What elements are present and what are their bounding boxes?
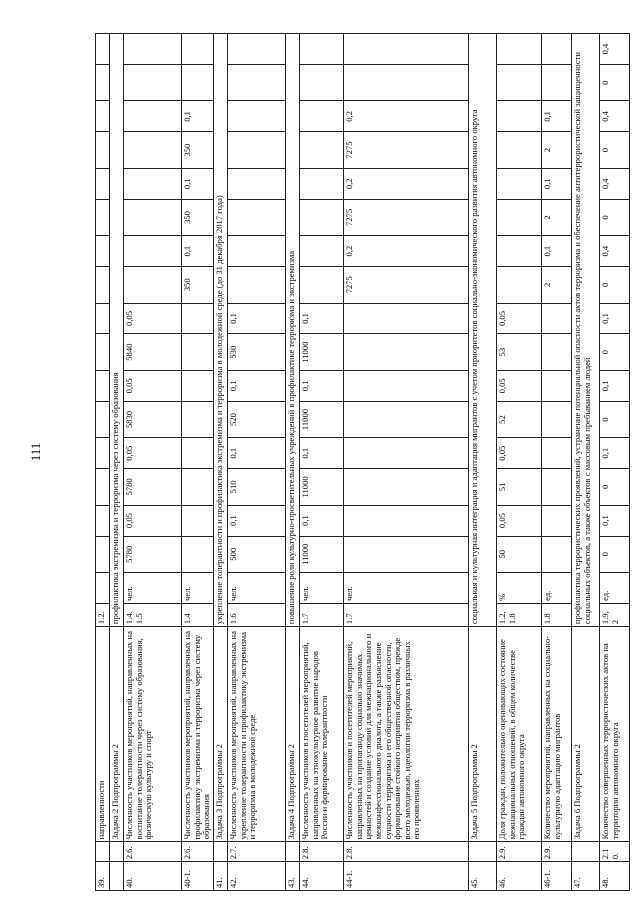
value-cell: 0,1 — [300, 303, 344, 334]
table-row — [344, 34, 469, 891]
value-cell — [124, 168, 182, 199]
code-cell: 1.2. — [96, 603, 110, 626]
value-cell: 0,1 — [542, 168, 572, 199]
value-cell — [542, 469, 572, 505]
value-cell — [182, 334, 214, 370]
value-cell — [182, 401, 214, 437]
table-row — [214, 34, 228, 891]
code-cell: 1.6 — [228, 603, 286, 626]
value-cell: 0 — [600, 65, 630, 101]
code-cell: 1.4 — [182, 603, 214, 626]
value-cell: 0,05 — [124, 505, 182, 536]
value-cell — [542, 334, 572, 370]
row-number-cell: 47. — [572, 862, 600, 891]
task-description-cell: укрепление толерантности и профилактика экстремизма и терроризма в молодежной среде (до 31 декабря 2017 года) — [214, 34, 228, 627]
unit-cell: ед. — [600, 572, 630, 603]
table-row — [497, 34, 542, 891]
value-cell — [182, 65, 214, 101]
value-cell: 0,05 — [124, 370, 182, 401]
value-cell: 0,4 — [600, 236, 630, 267]
value-cell: 0,1 — [228, 370, 286, 401]
value-cell: 11000 — [300, 469, 344, 505]
value-cell: 0 — [600, 199, 630, 235]
event-number-cell: 2.8. — [344, 842, 469, 862]
event-number-cell: 2.7. — [228, 842, 286, 862]
value-cell — [124, 65, 182, 101]
value-cell: 350 — [182, 267, 214, 303]
value-cell: 0,1 — [300, 370, 344, 401]
value-cell: 0,4 — [600, 101, 630, 132]
event-number-cell: 2.9. — [542, 842, 572, 862]
value-cell — [344, 34, 469, 65]
value-cell: 53 — [497, 334, 542, 370]
value-cell: 2 — [542, 132, 572, 168]
table-row — [110, 34, 124, 891]
value-cell: 0,1 — [228, 303, 286, 334]
value-cell: 350 — [182, 132, 214, 168]
value-cell — [542, 65, 572, 101]
task-description-cell: повышение роли культурно-просветительных учреждений в профилактике терроризма и экстремизма — [286, 34, 300, 627]
value-cell — [497, 199, 542, 235]
task-description-cell: профилактика экстремизма и терроризма через систему образования — [110, 34, 124, 627]
value-cell — [542, 536, 572, 572]
value-cell — [542, 438, 572, 469]
value-cell: 0,05 — [124, 303, 182, 334]
value-cell — [182, 370, 214, 401]
value-cell: 0,1 — [300, 438, 344, 469]
value-cell: 0,1 — [600, 370, 630, 401]
value-cell — [96, 370, 110, 401]
task-description-cell: профилактика террористических проявлений, устранение потенциальной опасности актов терроризма и обеспечение антитеррористической защищенности социальных объектов, а также объектов с массовым пребыванием людей — [572, 34, 600, 627]
row-number-cell: 46-1. — [542, 862, 572, 891]
indicator-name-cell: Задача 6 Подпрограммы 2 — [572, 627, 600, 842]
indicator-name-cell: Доля граждан, положительно оценивающих состояние межнациональных отношений, в общем количестве граждан автономного округа — [497, 627, 542, 842]
value-cell — [228, 199, 286, 235]
value-cell — [542, 401, 572, 437]
code-cell: 1.8 — [542, 603, 572, 626]
event-number-cell — [214, 842, 228, 862]
value-cell — [542, 370, 572, 401]
value-cell: 0,1 — [300, 505, 344, 536]
indicator-name-cell: Задача 4 Подпрограммы 2 — [286, 627, 300, 842]
value-cell: 0 — [600, 536, 630, 572]
indicator-name-cell: Количество мероприятий, направленных на социально-культурную адаптацию мигрантов — [542, 627, 572, 842]
value-cell — [96, 65, 110, 101]
rotated-table-area — [95, 33, 620, 891]
value-cell — [96, 34, 110, 65]
value-cell — [96, 536, 110, 572]
value-cell — [96, 199, 110, 235]
value-cell — [96, 132, 110, 168]
value-cell: 520 — [228, 401, 286, 437]
value-cell — [344, 401, 469, 437]
value-cell: 50 — [497, 536, 542, 572]
value-cell — [124, 132, 182, 168]
value-cell — [182, 34, 214, 65]
value-cell: 0,2 — [344, 101, 469, 132]
value-cell — [497, 267, 542, 303]
unit-cell: чел. — [182, 572, 214, 603]
value-cell: 0 — [600, 334, 630, 370]
value-cell — [497, 65, 542, 101]
value-cell — [542, 505, 572, 536]
value-cell — [124, 236, 182, 267]
table-row — [469, 34, 497, 891]
value-cell: 11000 — [300, 334, 344, 370]
code-cell: 1.2, 1.8 — [497, 603, 542, 626]
value-cell — [228, 168, 286, 199]
unit-cell: ед. — [542, 572, 572, 603]
unit-cell — [96, 572, 110, 603]
rotated-table-container — [95, 33, 620, 891]
value-cell: 0,1 — [228, 505, 286, 536]
value-cell: 51 — [497, 469, 542, 505]
value-cell — [182, 303, 214, 334]
unit-cell: чел. — [344, 572, 469, 603]
value-cell: 500 — [228, 536, 286, 572]
table-row — [228, 34, 286, 891]
value-cell — [182, 438, 214, 469]
value-cell: 52 — [497, 401, 542, 437]
value-cell — [96, 101, 110, 132]
event-number-cell — [110, 842, 124, 862]
value-cell — [96, 438, 110, 469]
indicator-table — [95, 33, 630, 891]
event-number-cell: 2.6. — [124, 842, 182, 862]
value-cell: 7275 — [344, 267, 469, 303]
value-cell — [96, 267, 110, 303]
value-cell — [124, 34, 182, 65]
value-cell: 2 — [542, 267, 572, 303]
value-cell — [96, 505, 110, 536]
value-cell — [344, 536, 469, 572]
value-cell — [228, 132, 286, 168]
value-cell — [228, 101, 286, 132]
value-cell: 5780 — [124, 536, 182, 572]
value-cell — [344, 65, 469, 101]
value-cell — [124, 199, 182, 235]
value-cell: 350 — [182, 199, 214, 235]
value-cell: 0,05 — [497, 303, 542, 334]
value-cell — [228, 267, 286, 303]
value-cell — [300, 168, 344, 199]
event-number-cell — [286, 842, 300, 862]
event-number-cell — [469, 842, 497, 862]
value-cell: 0,1 — [182, 236, 214, 267]
value-cell — [344, 334, 469, 370]
value-cell: 0 — [600, 267, 630, 303]
table-row — [600, 34, 630, 891]
indicator-name-cell: Задача 3 Подпрограммы 2 — [214, 627, 228, 842]
event-number-cell: 2.6. — [182, 842, 214, 862]
unit-cell: % — [497, 572, 542, 603]
event-number-cell — [96, 842, 110, 862]
value-cell — [542, 303, 572, 334]
value-cell — [497, 34, 542, 65]
value-cell — [300, 199, 344, 235]
value-cell: 0 — [600, 469, 630, 505]
indicator-name-cell: Численность участников и посетителей мероприятий, направленных на пропаганду социально значимых ценностей и создание условий для межнационального и межконфессионального диалога, а также разъяснение сущности терроризма и его общественной опасности, формирование стойкого неприятия обществом, прежде всего молодежью, идеологии терроризма в различных его проявлениях — [344, 627, 469, 842]
table-row — [300, 34, 344, 891]
unit-cell: чел. — [300, 572, 344, 603]
value-cell: 5830 — [124, 401, 182, 437]
value-cell — [96, 469, 110, 505]
value-cell — [228, 65, 286, 101]
indicator-name-cell: Численность участников в посетителей мероприятий, направленных на этнокультурное развитие народов России и формирование толерантности — [300, 627, 344, 842]
row-number-cell: 40. — [124, 862, 182, 891]
value-cell: 2 — [542, 199, 572, 235]
value-cell: 0 — [600, 401, 630, 437]
row-number-cell: 41. — [214, 862, 228, 891]
value-cell: 0,4 — [600, 34, 630, 65]
value-cell — [300, 101, 344, 132]
unit-cell: чел. — [124, 572, 182, 603]
value-cell — [96, 334, 110, 370]
value-cell: 5840 — [124, 334, 182, 370]
value-cell — [96, 303, 110, 334]
page-number: 111 — [28, 442, 43, 462]
value-cell — [497, 236, 542, 267]
event-number-cell: 2.9. — [497, 842, 542, 862]
row-number-cell: 39. — [96, 862, 110, 891]
value-cell: 0,05 — [497, 505, 542, 536]
value-cell — [300, 236, 344, 267]
row-number-cell: 44. — [300, 862, 344, 891]
value-cell — [497, 101, 542, 132]
value-cell: 0,05 — [497, 370, 542, 401]
value-cell — [497, 132, 542, 168]
row-number-cell: 42. — [228, 862, 286, 891]
value-cell: 510 — [228, 469, 286, 505]
value-cell: 0,05 — [497, 438, 542, 469]
table-row — [182, 34, 214, 891]
value-cell: 11000 — [300, 536, 344, 572]
table-row — [96, 34, 110, 891]
table-row — [572, 34, 600, 891]
table-row — [542, 34, 572, 891]
value-cell: 5780 — [124, 469, 182, 505]
row-number-cell: 48. — [600, 862, 630, 891]
code-cell: 1.7 — [300, 603, 344, 626]
value-cell — [300, 34, 344, 65]
value-cell: 7275 — [344, 199, 469, 235]
value-cell — [300, 267, 344, 303]
value-cell: 0,1 — [600, 438, 630, 469]
indicator-name-cell: направленности — [96, 627, 110, 842]
indicator-name-cell: Численность участников мероприятий, направленных на профилактику экстремизма и терроризма через систему образования — [182, 627, 214, 842]
event-number-cell — [572, 842, 600, 862]
code-cell: 1.4. 1.5 — [124, 603, 182, 626]
indicator-name-cell: Численность участников мероприятий, направленных на укрепление толерантности и профилактику экстремизма и терроризма в молодежной среде — [228, 627, 286, 842]
row-number-cell: 43. — [286, 862, 300, 891]
value-cell: 0,4 — [600, 168, 630, 199]
value-cell — [300, 65, 344, 101]
value-cell — [182, 505, 214, 536]
value-cell — [344, 438, 469, 469]
row-number-cell — [110, 862, 124, 891]
value-cell — [542, 34, 572, 65]
value-cell — [344, 469, 469, 505]
value-cell: 0,1 — [542, 236, 572, 267]
table-body — [96, 34, 630, 891]
row-number-cell: 46. — [497, 862, 542, 891]
value-cell — [182, 536, 214, 572]
row-number-cell: 40-1. — [182, 862, 214, 891]
task-description-cell: социальная и культурная интеграция и адаптация мигрантов с учетом приоритетов социально-экономического развития автономного округа — [469, 34, 497, 627]
value-cell: 0,1 — [600, 505, 630, 536]
value-cell: 0,1 — [182, 101, 214, 132]
indicator-name-cell: Задача 5 Подпрограммы 2 — [469, 627, 497, 842]
value-cell: 7275 — [344, 132, 469, 168]
indicator-name-cell: Количество совершенных террористических актов на территории автономного округа — [600, 627, 630, 842]
value-cell — [344, 303, 469, 334]
value-cell — [124, 267, 182, 303]
table-row — [124, 34, 182, 891]
value-cell — [124, 101, 182, 132]
value-cell — [344, 505, 469, 536]
value-cell — [96, 168, 110, 199]
row-number-cell: 44-1. — [344, 862, 469, 891]
value-cell — [96, 236, 110, 267]
value-cell — [300, 132, 344, 168]
table-row — [286, 34, 300, 891]
code-cell: 1.7 — [344, 603, 469, 626]
value-cell — [182, 469, 214, 505]
value-cell: 530 — [228, 334, 286, 370]
value-cell: 0 — [600, 132, 630, 168]
unit-cell: чел. — [228, 572, 286, 603]
value-cell: 0,1 — [542, 101, 572, 132]
value-cell: 0,1 — [182, 168, 214, 199]
indicator-name-cell: Задача 2 Подпрограммы 2 — [110, 627, 124, 842]
value-cell: 11000 — [300, 401, 344, 437]
code-cell: 1.9, 2 — [600, 603, 630, 626]
event-number-cell: 2.10. — [600, 842, 630, 862]
value-cell: 0,2 — [344, 236, 469, 267]
value-cell — [497, 168, 542, 199]
value-cell — [96, 401, 110, 437]
value-cell: 0,1 — [228, 438, 286, 469]
value-cell: 0,05 — [124, 438, 182, 469]
value-cell: 0,2 — [344, 168, 469, 199]
indicator-name-cell: Численность участников мероприятий, направленных на воспитание толерантности через систему образования, физическую культуру и спорт — [124, 627, 182, 842]
event-number-cell: 2.8. — [300, 842, 344, 862]
value-cell — [228, 34, 286, 65]
value-cell: 0,1 — [600, 303, 630, 334]
row-number-cell: 45. — [469, 862, 497, 891]
value-cell — [228, 236, 286, 267]
value-cell — [344, 370, 469, 401]
